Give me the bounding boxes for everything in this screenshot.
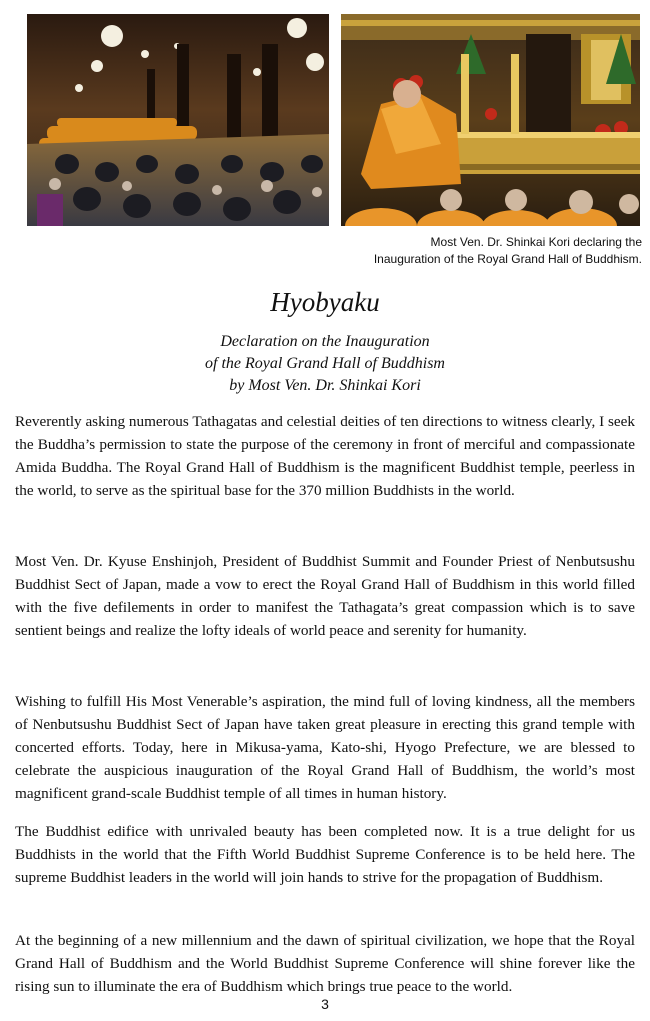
paragraph-1: Reverently asking numerous Tathagatas and celestial deities of ten directions to witness clearly, I seek the Buddha’s permission to state the purpose of the ceremony in front of merciful and compassionate Amida Buddha. The Royal Grand Hall of Buddhism is the magnificent Buddhist temple, peerless in the world, to serve as the spiritual base for the 370 million Buddhists in the world. xyxy=(15,413,635,499)
subtitle-line-2: of the Royal Grand Hall of Buddhism xyxy=(205,355,445,372)
page-number: 3 xyxy=(321,996,329,1012)
ceremony-altar-photo xyxy=(341,14,640,226)
caption-line-2: Inauguration of the Royal Grand Hall of Buddhism. xyxy=(373,252,642,266)
paragraph-4: The Buddhist edifice with unrivaled beauty has been completed now. It is a true delight for us Buddhists in the world that the Fifth World Buddhist Supreme Conference is to be held here. The supreme Buddhist leaders in the world will join hands to strive for the propagation of Buddhism. xyxy=(15,823,635,886)
photo-caption xyxy=(330,234,642,268)
hall-audience-photo xyxy=(27,14,329,226)
paragraph-2: Most Ven. Dr. Kyuse Enshinjoh, President of Buddhist Summit and Founder Priest of Nenbutsushu Buddhist Sect of Japan, made a vow to erect the Royal Grand Hall of Buddhism in this world filled with the five defilements in order to manifest the Tathagata’s great compassion which is to save sentient beings and realize the lofty ideals of world peace and serenity for humanity. xyxy=(15,553,635,639)
paragraph-3: Wishing to fulfill His Most Venerable’s aspiration, the mind full of loving kindness, all the members of Nenbutsushu Buddhist Sect of Japan have taken great pleasure in erecting this grand temple with concerted efforts. Today, here in Mikusa-yama, Kato-shi, Hyogo Prefecture, we are blessed to celebrate the auspicious inauguration of the Royal Grand Hall of Buddhism, the world’s most magnificent grand-scale Buddhist temple of all times in human history. xyxy=(15,693,635,802)
caption-line-1: Most Ven. Dr. Shinkai Kori declaring the xyxy=(430,235,642,249)
subtitle-line-3: by Most Ven. Dr. Shinkai Kori xyxy=(229,377,421,394)
subtitle-line-1: Declaration on the Inauguration xyxy=(220,333,430,350)
paragraph-5: At the beginning of a new millennium and the dawn of spiritual civilization, we hope that the Royal Grand Hall of Buddhism and the World Buddhist Supreme Conference will shine forever like the rising sun to illuminate the era of Buddhism which brings true peace to the world. xyxy=(15,932,635,995)
page-title: Hyobyaku xyxy=(270,287,380,317)
subtitle xyxy=(0,331,650,397)
